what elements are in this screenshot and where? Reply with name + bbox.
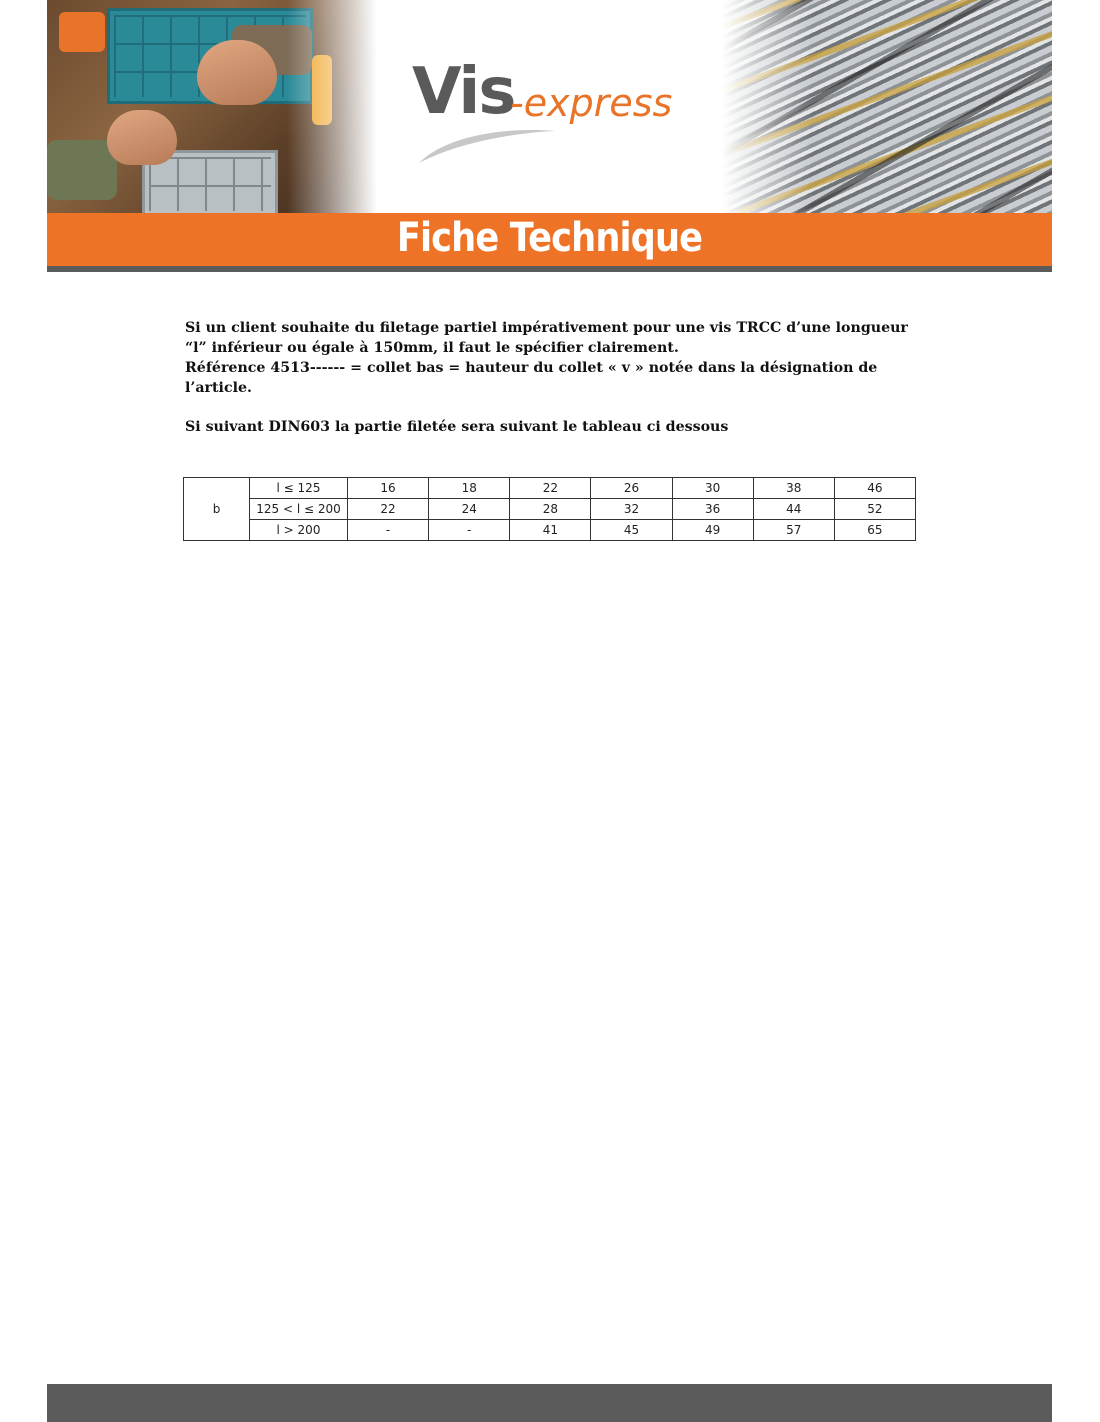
logo-main-text: Vis (412, 55, 515, 129)
footer-bar (47, 1384, 1052, 1422)
condition-cell: 125 < l ≤ 200 (250, 499, 348, 520)
condition-cell: l > 200 (250, 520, 348, 541)
value-cell: 22 (510, 478, 591, 499)
value-cell: 28 (510, 499, 591, 520)
left-sleeve (47, 140, 117, 200)
paragraph-din603: Si suivant DIN603 la partie filetée sera suivant le tableau ci dessous (185, 419, 729, 435)
value-cell: 46 (834, 478, 915, 499)
paragraph-partial-thread: Si un client souhaite du filetage partiel impérativement pour une vis TRCC d’une longueur “l” inférieur ou égale à 150mm, il faut le spécifier clairement. (185, 320, 908, 356)
value-cell: 24 (429, 499, 510, 520)
value-cell: 49 (672, 520, 753, 541)
paragraph-reference: Référence 4513------ = collet bas = hauteur du collet « v » notée dans la désignation de l’article. (185, 360, 878, 396)
value-cell: 44 (753, 499, 834, 520)
banner-divider (47, 266, 1052, 272)
value-cell: 36 (672, 499, 753, 520)
value-cell: - (429, 520, 510, 541)
page-title: Fiche Technique (396, 215, 703, 261)
value-cell: 32 (591, 499, 672, 520)
value-cell: - (348, 520, 429, 541)
logo-accent-text: -express (510, 81, 673, 125)
row-label-cell: b (184, 478, 250, 541)
screws-photo (722, 0, 1052, 213)
value-cell: 45 (591, 520, 672, 541)
tape-measure (59, 12, 105, 52)
value-cell: 30 (672, 478, 753, 499)
table-row (184, 520, 916, 541)
table-row (184, 499, 916, 520)
value-cell: 18 (429, 478, 510, 499)
value-cell: 52 (834, 499, 915, 520)
table-row (184, 478, 916, 499)
page-header (47, 0, 1052, 213)
intro-text (185, 318, 925, 398)
left-hand (107, 110, 177, 165)
value-cell: 26 (591, 478, 672, 499)
title-banner (47, 213, 1052, 266)
condition-cell: l ≤ 125 (250, 478, 348, 499)
right-hand (197, 40, 277, 105)
value-cell: 38 (753, 478, 834, 499)
workshop-photo (47, 0, 377, 213)
vis-express-logo (412, 55, 712, 165)
value-cell: 57 (753, 520, 834, 541)
value-cell: 16 (348, 478, 429, 499)
value-cell: 65 (834, 520, 915, 541)
value-cell: 41 (510, 520, 591, 541)
logo-swoosh-icon (417, 125, 557, 165)
value-cell: 22 (348, 499, 429, 520)
thread-length-table (183, 477, 916, 541)
